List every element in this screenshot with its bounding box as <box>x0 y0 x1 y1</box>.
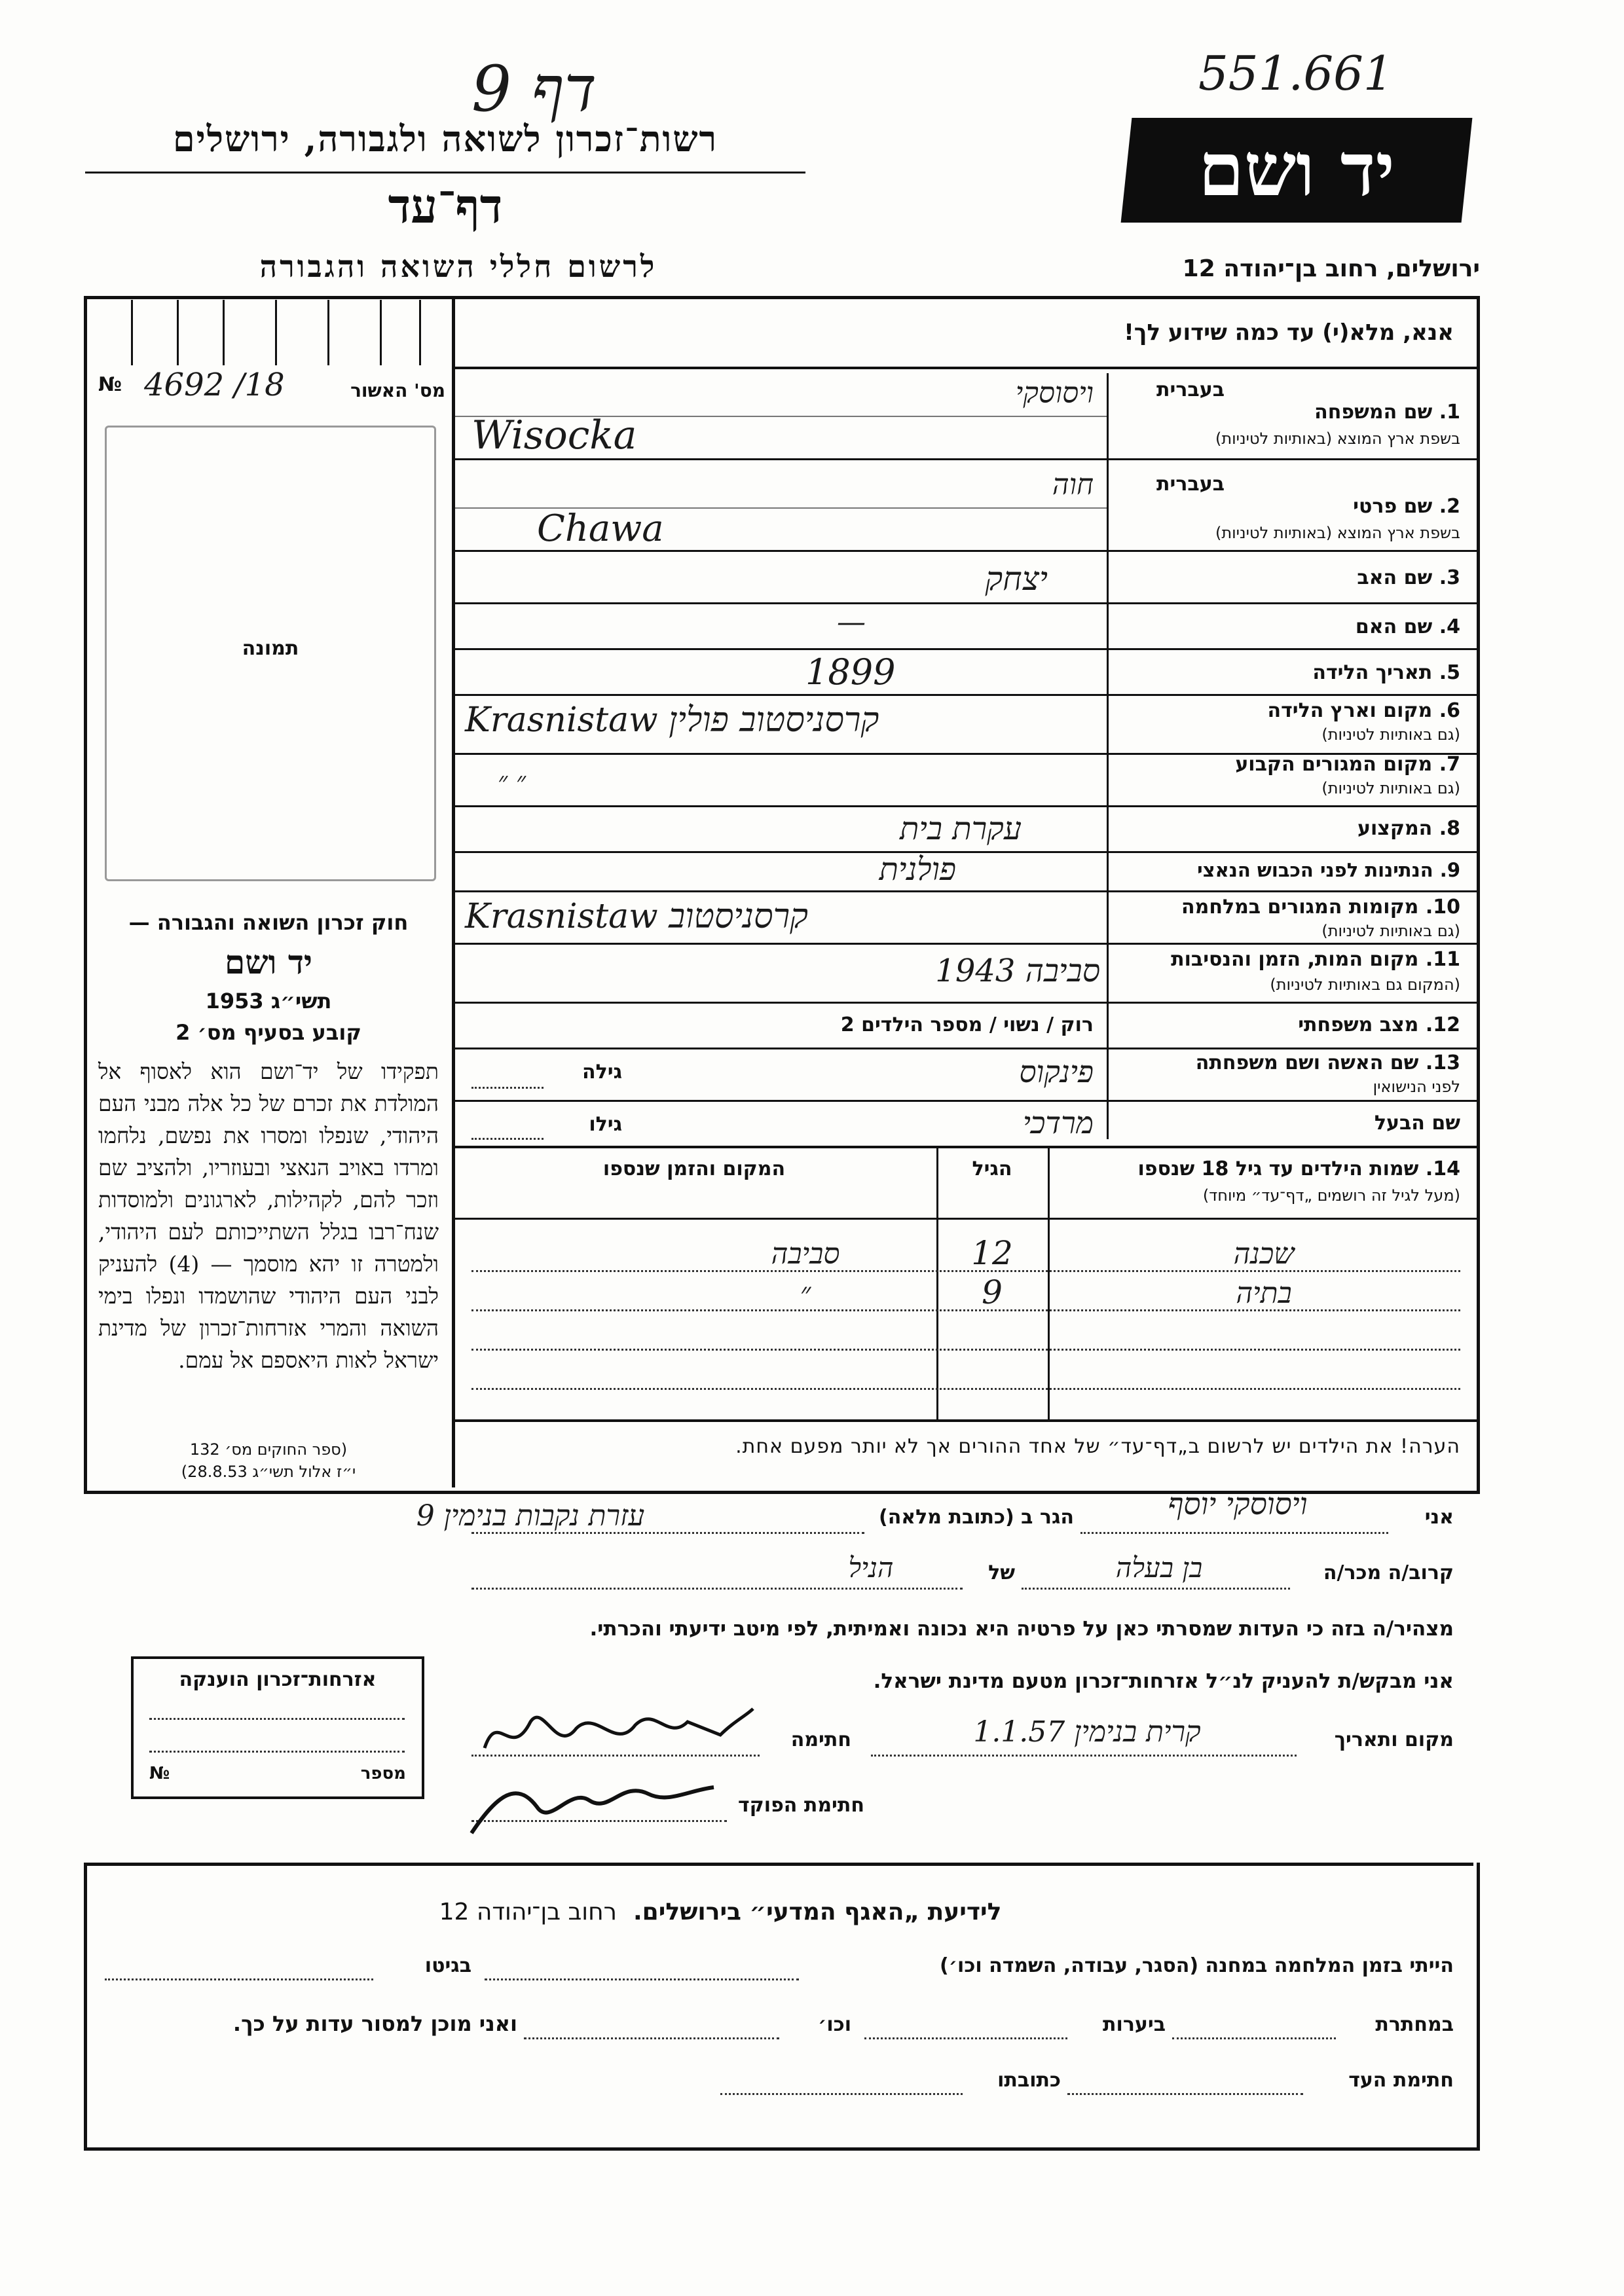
approval-number-sign: № <box>98 373 122 396</box>
child2-age[interactable]: 9 <box>982 1273 1003 1311</box>
row8-label: 8. המקצוע <box>1357 817 1460 840</box>
instruction-text: אנא, מלא(י) עד כמה שידוע לך! <box>1124 319 1454 346</box>
info-line2-d: ואני מוכן למסור עדות על כך. <box>232 2011 517 2036</box>
row13-age-label: גילה <box>582 1061 622 1084</box>
row6-sublabel: (גם באותיות לטיניות) <box>1321 725 1460 744</box>
row9-label: 9. הנתינות לפני הכבוש הנאצי <box>1197 859 1460 881</box>
row1-label: 1. שם המשפחה <box>1314 401 1460 424</box>
row13-value[interactable]: פינקוס <box>1019 1054 1094 1089</box>
child2-name[interactable]: בתיה <box>1236 1277 1292 1310</box>
row5-value[interactable]: 1899 <box>805 651 896 693</box>
declaration-i-label: אני <box>1424 1506 1454 1529</box>
officer-signature <box>458 1768 733 1846</box>
row13-age-field[interactable] <box>471 1087 544 1089</box>
info-witness-signature-field[interactable] <box>1067 2093 1303 2095</box>
relative-label: קרוב/ה מכר/ה <box>1323 1561 1454 1584</box>
of-label: של <box>988 1561 1015 1584</box>
info-line1-a: הייתי בזמן המלחמה במחנה (הסגר, עבודה, השמדה וכו׳) <box>940 1954 1454 1977</box>
of-name[interactable]: הניל <box>848 1552 894 1584</box>
row14-age-field[interactable] <box>471 1138 544 1140</box>
row1-value-latin[interactable]: Wisocka <box>471 412 637 458</box>
child1-name[interactable]: שכנה <box>1233 1237 1295 1271</box>
witness-address[interactable]: עזרת נקבות בנימין 9 <box>416 1499 645 1533</box>
info-title: לידיעת „האגף המדעי״ בירושלים. רחוב בן־יהודה 12 <box>439 1899 1002 1925</box>
children-header-note: (מעל לגיל זה רושמים „דף־עד״ מיוחד) <box>1202 1186 1460 1205</box>
witness-name[interactable]: ויסוסקי יוסף <box>1168 1486 1308 1522</box>
law-title: חוק זכרון השואה והגבורה — <box>128 910 409 935</box>
approval-number-value: 4692 /18 <box>144 367 285 403</box>
law-body: תפקידו של יד־ושם הוא לאסוף אל המולדת את זכרם של כל אלה מבני העם היהודי, שנפלו ומסרו את נפשם, נלחמו ומרדו באויב הנאצי ובעוזריו, ולהציב שם וזכר להם, לקהילות, לארגונים ולמוסדות שנח־רבו בגלל השתייכותם לעם היהודי, ולמטרה זו יהא מוסמך — (4) להעניק לבני העם היהודי שהושמדו ונפלו בימי השואה והמרי אזרחות־זכרון של מדינת ישראל לאות היאספם אל עמם. <box>98 1059 439 1373</box>
law-yad-vashem: יד ושם <box>225 943 312 981</box>
child1-age[interactable]: 12 <box>971 1234 1013 1272</box>
yad-vashem-logo <box>1121 118 1473 223</box>
row1-sublabel: בשפת ארץ המוצא (באותיות לטיניות) <box>1215 429 1460 448</box>
row7-label: 7. מקום המגורים הקבוע <box>1235 753 1460 776</box>
row14-age-label: גילו <box>589 1113 622 1136</box>
relation-value[interactable]: בן בעלה <box>1115 1552 1203 1584</box>
logo-text: יד ושם <box>1198 127 1395 213</box>
child2-place[interactable]: ״ <box>800 1277 811 1310</box>
law-clause: קובע בסעיף מס׳ 2 <box>175 1020 361 1045</box>
info-line2-b: ביערות <box>1103 2013 1166 2036</box>
children-header-names: 14. שמות הילדים עד גיל 18 שנספו <box>1137 1157 1460 1180</box>
row2-value-hebrew[interactable]: חוה <box>1052 468 1094 501</box>
row3-value[interactable]: יצחק <box>985 560 1048 598</box>
info-line3-a: חתימת העד <box>1348 2069 1454 2092</box>
row9-value[interactable]: פולנית <box>879 851 956 888</box>
header-address: ירושלים, רחוב בן־יהודה 12 <box>1182 255 1480 282</box>
row1-value-hebrew[interactable]: ויסוסקי <box>1015 376 1094 410</box>
row13-label: 13. שם האשה ושם משפחתה <box>1195 1051 1460 1074</box>
handwritten-page-number: דף 9 <box>471 52 597 126</box>
row4-value[interactable]: — <box>837 606 866 639</box>
row3-label: 3. שם האב <box>1357 566 1460 589</box>
citizenship-box-title: אזרחות־זכרון הוענקה <box>179 1668 377 1691</box>
in-hebrew-label-1: בעברית <box>1156 378 1225 401</box>
row2-sublabel: בשפת ארץ המוצא (באותיות לטיניות) <box>1215 524 1460 542</box>
officer-label: חתימת הפוקד <box>738 1794 864 1817</box>
row11-sublabel: (המקום גם באותיות לטיניות) <box>1270 975 1460 994</box>
law-year: תשי״ג 1953 <box>205 989 332 1013</box>
signature-label: חתימה <box>790 1728 851 1751</box>
row2-value-latin[interactable]: Chawa <box>537 507 664 550</box>
citizenship-number-sign: № <box>149 1764 170 1783</box>
row6-value[interactable]: Krasnistaw קרסניסטוב פולין <box>465 701 879 740</box>
handwritten-reference: 551.661 <box>1198 46 1393 101</box>
row10-label: 10. מקומות המגורים במלחמה <box>1181 896 1460 919</box>
photo-box <box>105 426 436 881</box>
child1-place[interactable]: סביבה <box>771 1237 840 1271</box>
children-note: הערה! את הילדים יש לרשום ב„דף־עד״ של אחד ההורים אך לא יותר מפעם אחת. <box>735 1435 1460 1458</box>
row7-sublabel: (גם באותיות לטיניות) <box>1321 779 1460 797</box>
photo-label: תמונה <box>242 637 299 660</box>
row14-label: שם הבעל <box>1374 1112 1460 1135</box>
law-source-date: י״ז אלול תשי״ג 28.8.53) <box>181 1463 356 1481</box>
info-line1-b: בגיטו <box>424 1954 471 1977</box>
row12-value[interactable]: רוק / נשוי / מספר הילדים 2 <box>840 1013 1094 1036</box>
row11-value[interactable]: סביבה 1943 <box>935 953 1100 989</box>
row8-value[interactable]: עקרת בית <box>900 811 1022 847</box>
row13-sublabel: לפני הנישואין <box>1373 1078 1460 1096</box>
form-title: דף־עד <box>388 178 503 234</box>
certify-text: מצהיר/ה בזה כי העדות שמסרתי כאן על פרטיה היא נכונה ואמיתית, לפי מיטב ידיעתי והכרתי. <box>589 1617 1454 1641</box>
authority-name: רשות־זכרון לשואה ולגבורה, ירושלים <box>172 118 718 160</box>
in-hebrew-label-2: בעברית <box>1156 473 1225 496</box>
row2-label: 2. שם פרטי <box>1353 495 1460 518</box>
row4-label: 4. שם האם <box>1355 615 1460 638</box>
resident-label: הגר ב (כתובת מלאה) <box>878 1506 1074 1529</box>
approval-number-label: מס' האשור <box>350 380 445 401</box>
row6-label: 6. מקום וארץ הלידה <box>1267 699 1460 722</box>
law-source: (ספר החוקים מס׳ 132 <box>189 1440 348 1459</box>
info-ghetto-field[interactable] <box>105 1978 373 1980</box>
row10-sublabel: (גם באותיות לטיניות) <box>1321 922 1460 940</box>
info-camp-field[interactable] <box>485 1978 799 1980</box>
info-forests-field[interactable] <box>864 2037 1067 2039</box>
children-header-age: הגיל <box>972 1157 1012 1180</box>
place-date-label: מקום ותאריך <box>1334 1728 1454 1751</box>
row5-label: 5. תאריך הלידה <box>1312 661 1460 684</box>
info-line2-c: וכו׳ <box>818 2013 851 2036</box>
info-address-field[interactable] <box>720 2093 963 2095</box>
witness-signature <box>471 1696 760 1768</box>
citizenship-box <box>131 1656 424 1799</box>
info-line3-b: כתובתו <box>997 2069 1061 2092</box>
citizenship-number-label: מספר <box>360 1764 406 1783</box>
row7-value[interactable]: ״ ״ <box>498 767 526 797</box>
info-etc-field[interactable] <box>524 2037 779 2039</box>
row11-label: 11. מקום המות, הזמן והנסיבות <box>1171 948 1460 971</box>
row12-label: 12. מצב משפחתי <box>1298 1013 1460 1036</box>
place-date-value[interactable]: קרית בנימין 1.1.57 <box>973 1715 1201 1749</box>
children-header-place: המקום והזמן שנספו <box>602 1157 786 1180</box>
row14-value[interactable]: מרדכי <box>1022 1105 1094 1140</box>
form-subtitle: לרשום חללי השואה והגבורה <box>259 249 657 284</box>
row10-value[interactable]: Krasnistaw קרסניסטוב <box>465 897 808 936</box>
request-text: אני מבקש/ת להעניק לנ״ל אזרחות־זכרון מטעם מדינת ישראל. <box>873 1669 1454 1693</box>
info-underground-field[interactable] <box>1172 2037 1336 2039</box>
info-line2-a: במחתרת <box>1375 2013 1454 2036</box>
